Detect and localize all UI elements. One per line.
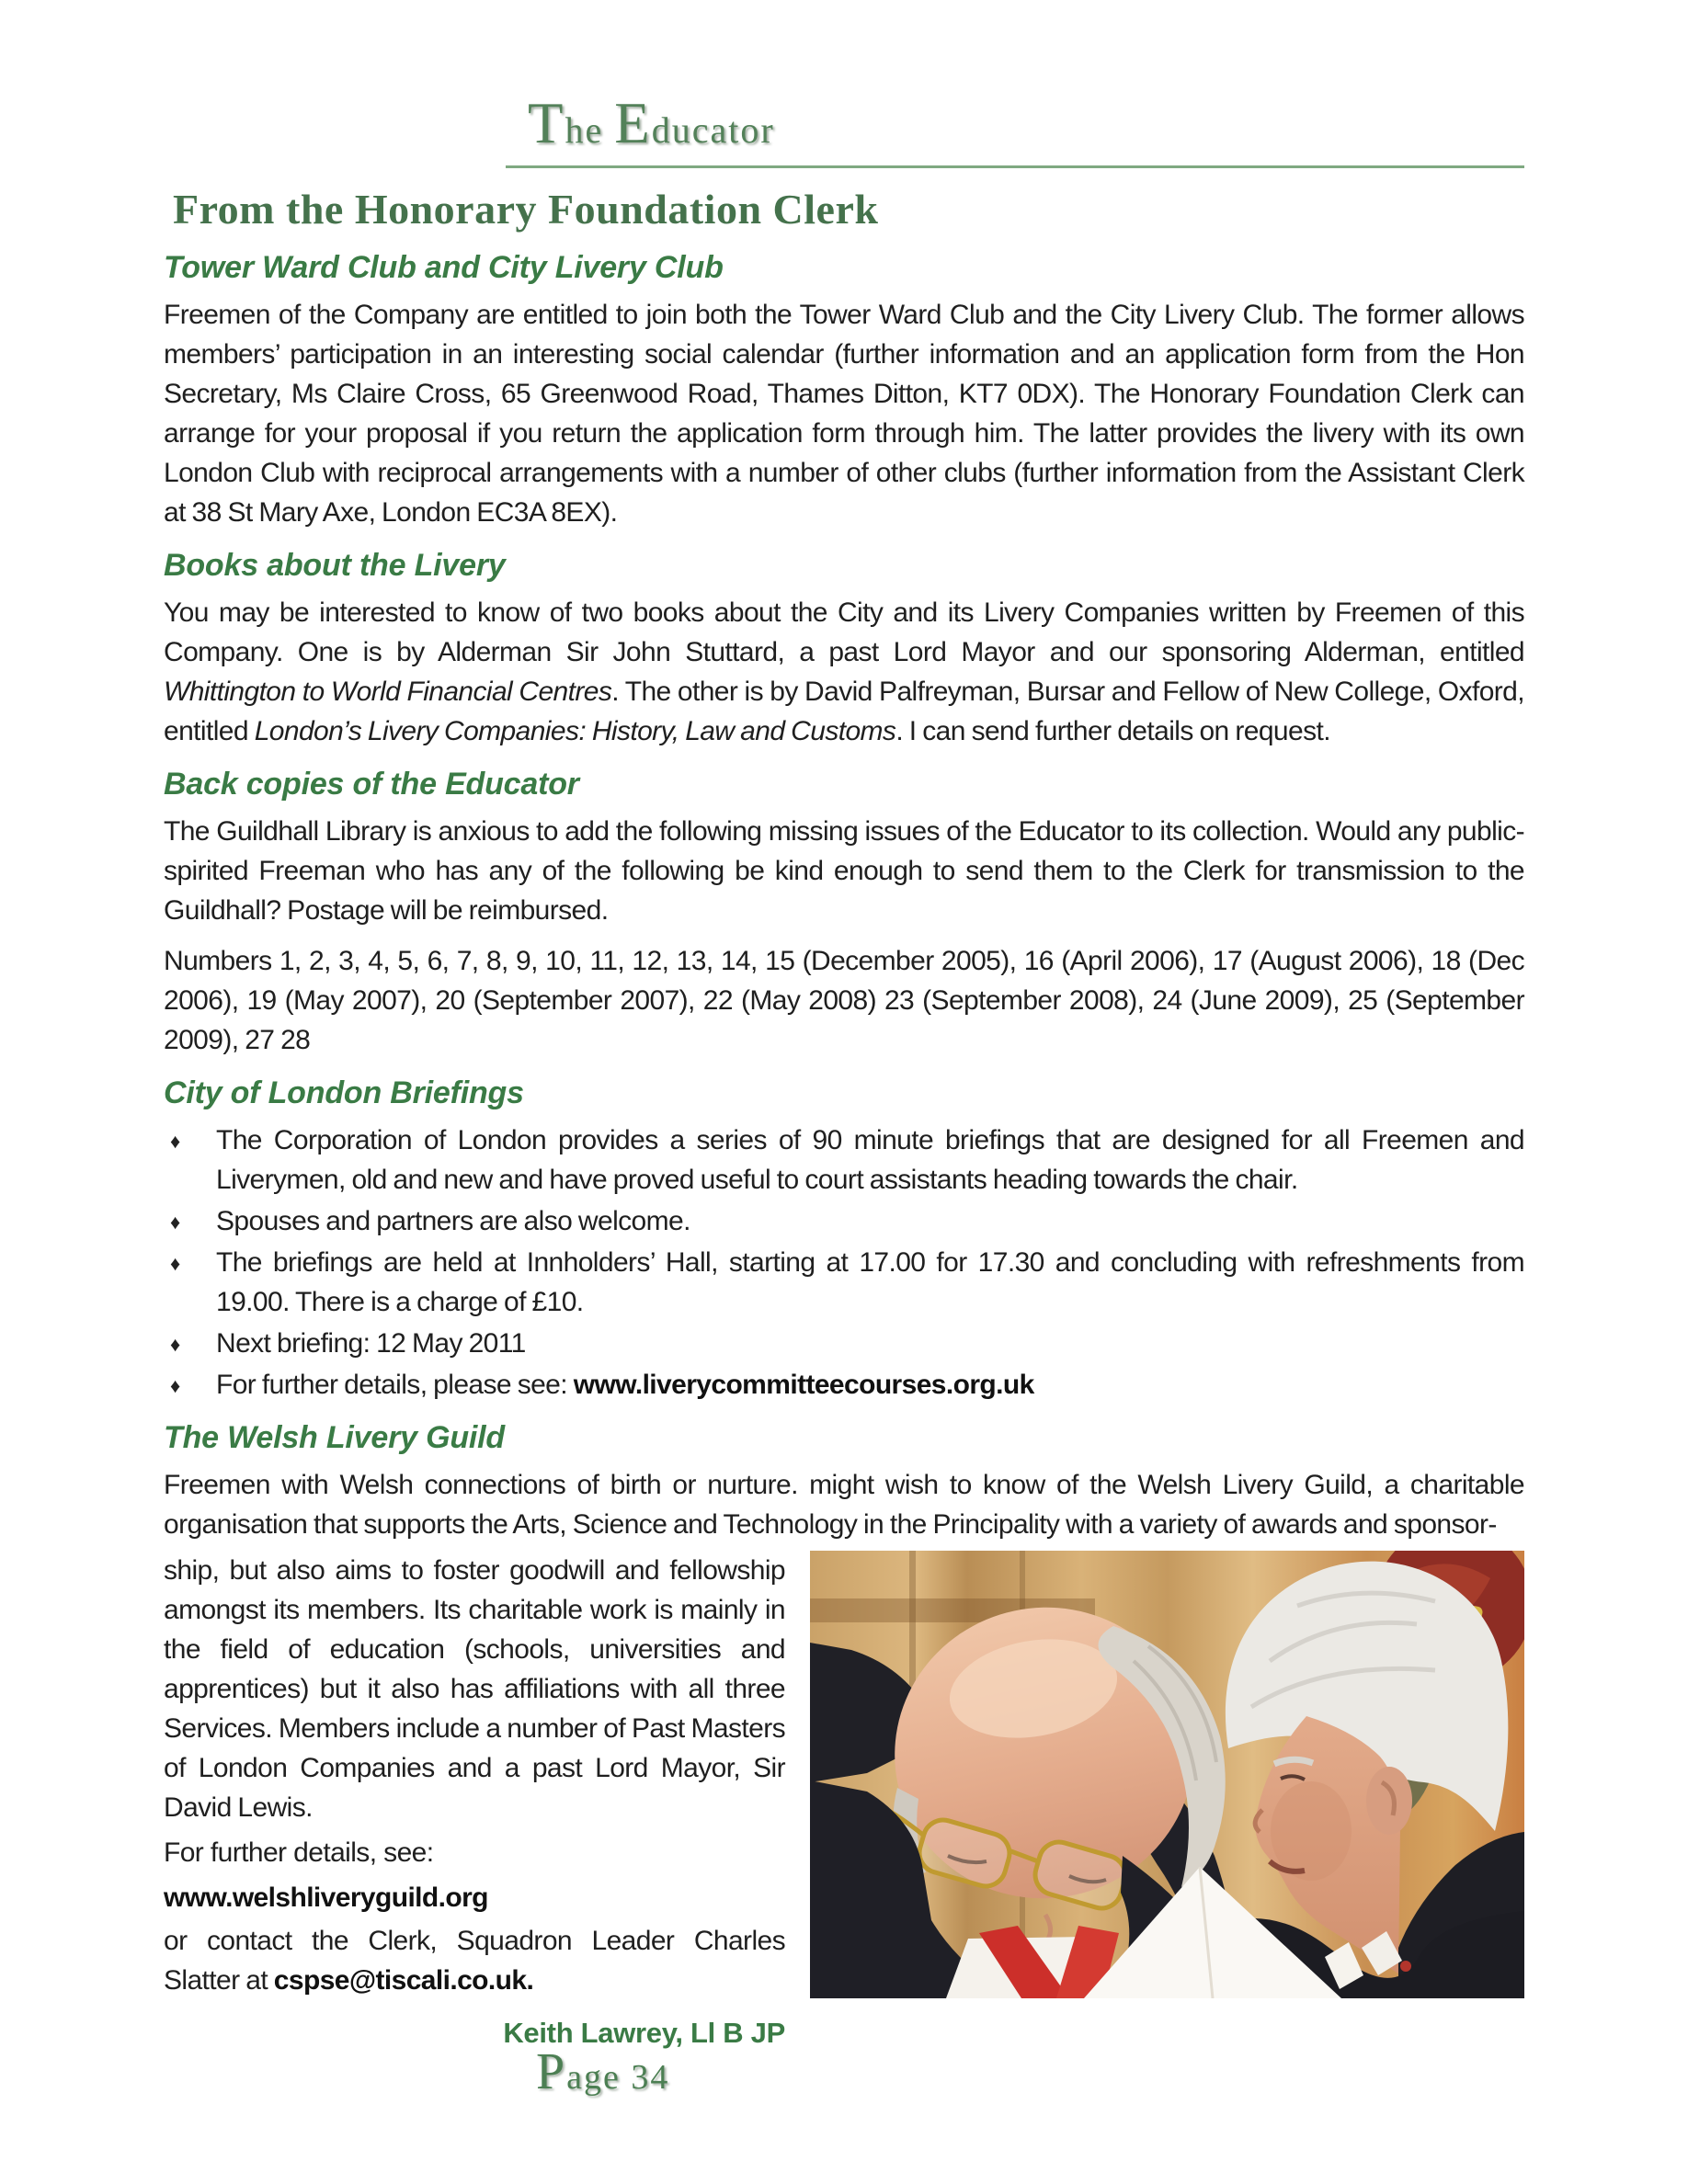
welsh-guild-url[interactable]: www.welshliveryguild.org: [164, 1883, 488, 1913]
list-item: [164, 1243, 1524, 1322]
welsh-left-column: [164, 1551, 785, 2052]
logo-initial-e: E: [614, 91, 652, 155]
bullet-diamond-icon: ♦: [170, 1252, 180, 1275]
paragraph-welsh-intro: Freemen with Welsh connections of birth or nurture. might wish to know of the Welsh Livery Guild, a charitable organisation that supports the Arts, Science and Technology in the Principality with a variety of awards and sponsor-: [164, 1470, 1524, 1540]
bullet-diamond-icon: ♦: [170, 1333, 180, 1356]
logo-text: he: [565, 109, 615, 151]
section-heading-back-copies: Back copies of the Educator: [164, 767, 579, 802]
briefings-bullet-list: [164, 1120, 1524, 1405]
bullet-text: For further details, please see: www.liverycommitteecourses.org.uk: [216, 1370, 1034, 1400]
paragraph-welsh-contact: or contact the Clerk, Squadron Leader Charles Slatter at cspse@tiscali.co.uk.: [164, 1926, 785, 1996]
list-item: [164, 1201, 1524, 1241]
author-signature: Keith Lawrey, Ll B JP: [503, 2017, 785, 2049]
page-number: [536, 2042, 669, 2101]
header-rule: [506, 165, 1524, 168]
two-men-photo-svg: [810, 1551, 1524, 1998]
article-body: [164, 249, 1524, 2052]
bullet-diamond-icon: ♦: [170, 1211, 180, 1234]
photo-two-men-talking: [810, 1551, 1524, 1998]
paragraph-tower-ward-club: Freemen of the Company are entitled to join both the Tower Ward Club and the City Livery Club. The former allows members’ participation in an interesting social calendar (further information and an application form from the Hon Secretary, Ms Claire Cross, 65 Greenwood Road, Thames Ditton, KT7 0DX). The Honorary Foundation Clerk can arrange for your proposal if you return the application form through him. The latter provides the livery with its own London Club with reciprocal arrangements with a number of other clubs (further information from the Assistant Clerk at 38 St Mary Axe, London EC3A 8EX).: [164, 300, 1524, 528]
section-heading-briefings: City of London Briefings: [164, 1075, 524, 1110]
page-number-initial: P: [536, 2043, 567, 2100]
paragraph-welsh-column: ship, but also aims to foster goodwill and fellowship amongst its members. Its charitable work is mainly in the field of education (schools, universities and apprentices) but it also has affiliations with all three Services. Members include a number of Past Masters of London Companies and a past Lord Mayor, Sir David Lewis.: [164, 1555, 785, 1823]
welsh-details-label: For further details, see:: [164, 1837, 434, 1868]
page-number-text: age 34: [566, 2058, 670, 2097]
newsletter-logo: [528, 91, 1688, 158]
logo-text: ducator: [651, 109, 775, 151]
paragraph-missing-issues: Numbers 1, 2, 3, 4, 5, 6, 7, 8, 9, 10, 11, 12, 13, 14, 15 (December 2005), 16 (April 2006), 17 (August 2006), 18 (Dec 2006), 19 (May 2007), 20 (September 2007), 22 (May 2008) 23 (September 2008), 24 (June 2009), 25 (September 2009), 27 28: [164, 946, 1524, 1055]
paragraph-books: You may be interested to know of two books about the City and its Livery Companies written by Freemen of this Company. One is by Alderman Sir John Stuttard, a past Lord Mayor and our sponsoring Alderman, entitled Whittington to World Financial Centres. The other is by David Palfreyman, Bursar and Fellow of New College, Oxford, entitled London’s Livery Companies: History, Law and Customs. I can send further details on request.: [164, 597, 1525, 746]
bullet-text: The briefings are held at Innholders’ Hall, starting at 17.00 for 17.30 and concluding with refreshments from 19.00. There is a charge of £10.: [216, 1247, 1524, 1317]
paragraph-back-copies: The Guildhall Library is anxious to add the following missing issues of the Educator to its collection. Would any public-spirited Freeman who has any of the following be kind enough to send them to the Clerk for transmission to the Guildhall? Postage will be reimbursed.: [164, 816, 1524, 926]
bullet-diamond-icon: ♦: [170, 1374, 180, 1397]
bullet-text: The Corporation of London provides a series of 90 minute briefings that are designed for all Freemen and Liverymen, old and new and have proved useful to court assistants heading towards the chair.: [216, 1125, 1524, 1195]
section-heading-tower-ward-club: Tower Ward Club and City Livery Club: [164, 250, 724, 285]
bullet-diamond-icon: ♦: [170, 1130, 180, 1153]
welsh-text-photo-row: [164, 1551, 1524, 2052]
page-title: From the Honorary Foundation Clerk: [173, 186, 879, 233]
list-item: [164, 1365, 1524, 1405]
bullet-text: Next briefing: 12 May 2011: [216, 1328, 526, 1359]
bullet-text: Spouses and partners are also welcome.: [216, 1206, 690, 1236]
section-heading-welsh-guild: The Welsh Livery Guild: [164, 1420, 505, 1455]
section-heading-books: Books about the Livery: [164, 548, 506, 583]
logo-initial-t: T: [528, 91, 565, 155]
list-item: [164, 1120, 1524, 1200]
list-item: [164, 1324, 1524, 1363]
